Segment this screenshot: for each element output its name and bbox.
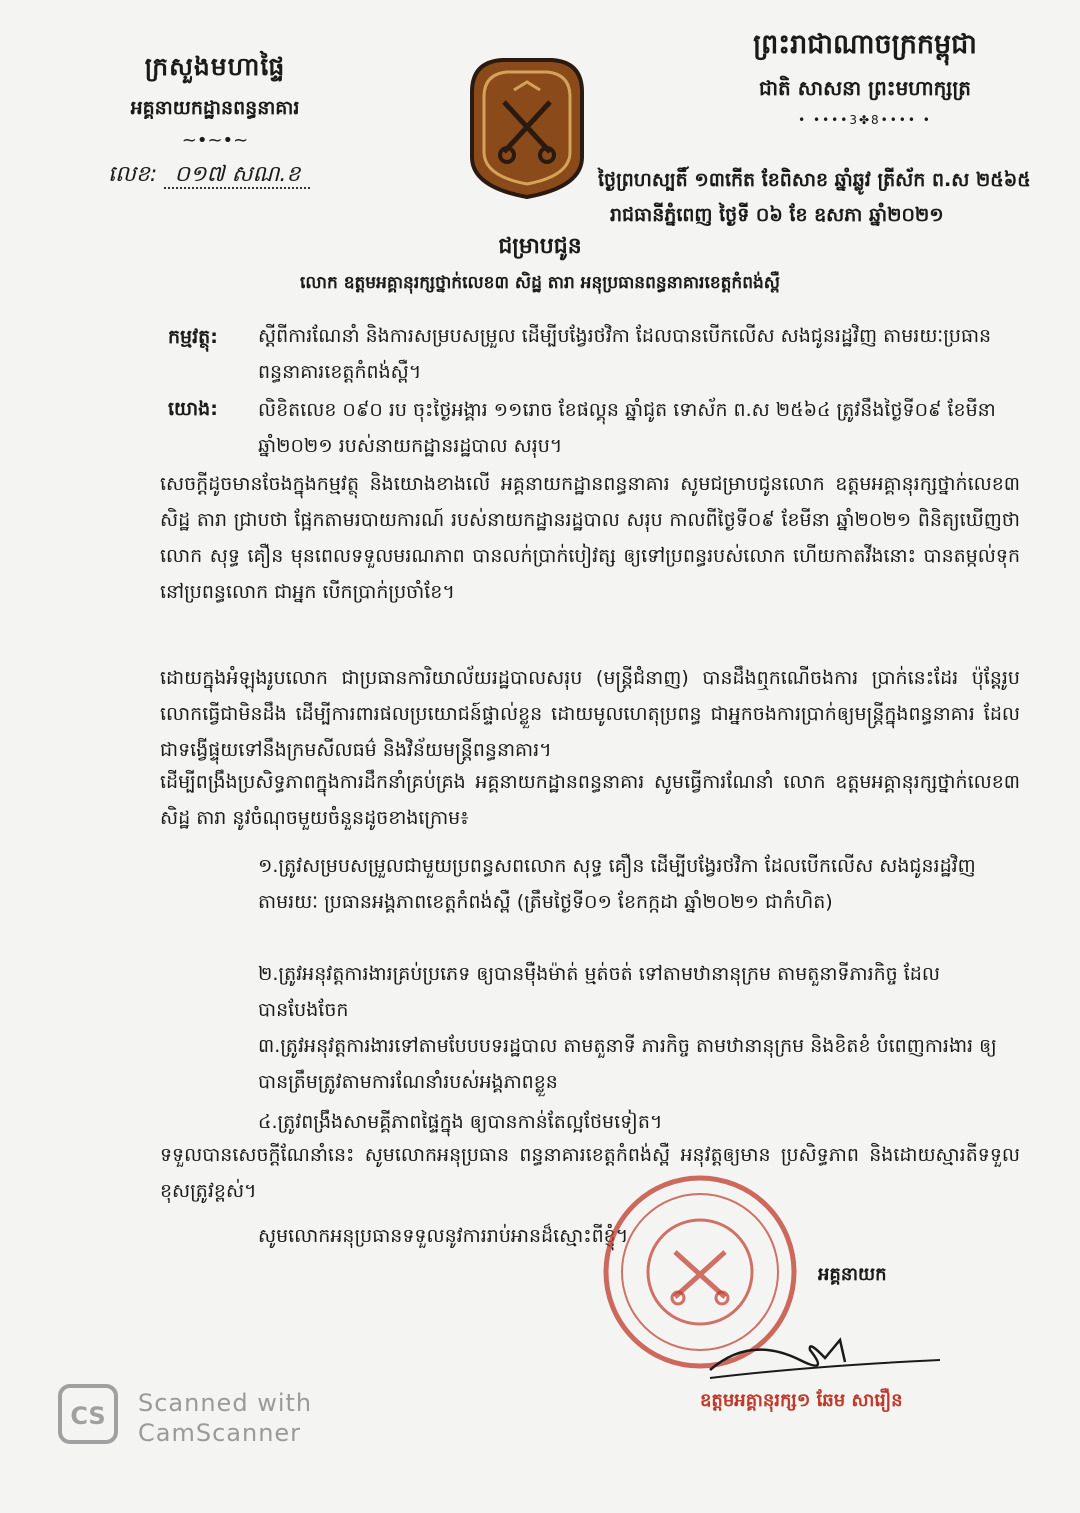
scanner-watermark xyxy=(138,1388,312,1448)
ministry-name: ក្រសួងមហាផ្ទៃ xyxy=(144,52,286,81)
body-paragraph-1: សេចក្តីដូចមានចែងក្នុងកម្មវត្ថុ និងយោងខាងលើ អគ្គនាយកដ្ឋានពន្ធនាគារ សូមជម្រាបជូនលោក ឧត្តមអគ្គានុរក្សថ្នាក់លេខ៣ សិដ្ឋ តារា ជ្រាបថា ផ្អែកតាមរបាយការណ៍ របស់នាយកដ្ឋានរដ្ឋបាល សរុប កាលពីថ្ងៃទី០៩ ខែមីនា ឆ្នាំ២០២១ ពិនិត្យឃើញថាលោក សុទ្ធ គឿន មុនពេលទទួលមរណភាព បានលក់ប្រាក់បៀវត្ស ឲ្យទៅប្រពន្ធរបស់លោក ហើយកាតវីងនោះ បានតម្កល់ទុកនៅប្រពន្ធលោក ជាអ្នក បើកប្រាក់ប្រចាំខែ។ xyxy=(160,473,1020,603)
camscanner-logo-text: CS xyxy=(70,1402,106,1430)
gregorian-date: រាជធានីភ្នំពេញ ថ្ងៃទី ០៦ ខែ ឧសភា ឆ្នាំ២០២១ xyxy=(610,204,944,226)
national-motto: ជាតិ សាសនា ព្រះមហាក្សត្រ xyxy=(759,76,971,100)
emblem-icon xyxy=(462,52,592,200)
signer-name: ឧត្តមអគ្គានុរក្ស១ ឆែម សារឿន xyxy=(700,1390,903,1411)
lunar-date: ថ្ងៃព្រហស្បតិ៍ ១៣កើត ខែពិសាខ ឆ្នាំឆ្លូវ ត្រីស័ក ព.ស ២៥៦៥ xyxy=(598,169,1031,191)
body-paragraph-2: ដោយក្នុងអំឡុងរូបលោក ជាប្រធានការិយាល័យរដ្ឋបាលសរុប (មន្ត្រីជំនាញ) បានដឹងឮកណើចងការ ប្រាក់នេះដែរ ប៉ុន្តែរូបលោកធ្វើជាមិនដឹង ដើម្បីការពារផលប្រយោជន៍ផ្ទាល់ខ្លួន ដោយមូលហេតុប្រពន្ធ ជាអ្នកចងការប្រាក់ឲ្យមន្ត្រីក្នុងពន្ធនាគារ ដែលជាទង្វើផ្ទុយទៅនឹងក្រមសីលធម៌ និងវិន័យមន្ត្រីពន្ធនាគារ។ xyxy=(160,667,1020,761)
instruction-item: ១.ត្រូវសម្របសម្រួលជាមួយប្រពន្ធសពលោក សុទ្ធ គឿន ដើម្បីបង្វែរថវិកា ដែលបើកលើស សងជូនរដ្ឋវិញតាមរយៈ ប្រធានអង្គភាពខេត្តកំពង់ស្ពឺ (ត្រឹមថ្ងៃទី០១ ខែកក្កដា ឆ្នាំ២០២១ ជាកំហិត) xyxy=(258,855,976,913)
recipient-line: លោក ឧត្តមអគ្គានុរក្សថ្នាក់លេខ៣ សិដ្ឋ តារា អនុប្រធានពន្ធនាគារខេត្តកំពង់ស្ពឺ xyxy=(300,273,780,293)
kingdom-header xyxy=(735,28,995,127)
closing-line: សូមលោកអនុប្រធានទទួលនូវការរាប់អានដ៏ស្មោះពីខ្ញុំ។ xyxy=(258,1225,629,1247)
scanner-line-2: CamScanner xyxy=(138,1419,302,1447)
department-name: អគ្គនាយកដ្ឋានពន្ធនាគារ xyxy=(130,97,300,119)
scanner-line-1: Scanned with xyxy=(138,1389,313,1417)
document-number xyxy=(108,160,310,192)
header-ornament: ~•~•~ xyxy=(181,130,249,151)
signer-title: អគ្គនាយក xyxy=(818,1264,887,1285)
instruction-item: ៣.ត្រូវអនុវត្តការងារទៅតាមបែបបទរដ្ឋបាល តាមតួនាទី ភារកិច្ច តាមឋានានុក្រម និងខិតខំ បំពេញការងារ ឲ្យបានត្រឹមត្រូវតាមការណែនាំរបស់អង្គភាពខ្លួន xyxy=(258,1035,997,1093)
motto-ornament: • ••••3✤8•••• • xyxy=(798,113,932,127)
subject-text: ស្តីពីការណែនាំ និងការសម្របសម្រួល ដើម្បីបង្វែរថវិកា ដែលបានបើកលើស សងជូនរដ្ឋវិញ តាមរយៈប្រធានពន្ធនាគារខេត្តកំពង់ស្ពឺ។ xyxy=(258,325,992,383)
ministry-header xyxy=(100,52,330,151)
reference-text: លិខិតលេខ ០៩០ រប ចុះថ្ងៃអង្គារ ១១រោច ខែផល្គុន ឆ្នាំជូត ទោស័ក ព.ស ២៥៦៤ ត្រូវនឹងថ្ងៃទី០៩ ខែមីនា ឆ្នាំ២០២១ របស់នាយកដ្ឋានរដ្ឋបាល សរុប។ xyxy=(258,399,996,457)
camscanner-logo-icon xyxy=(58,1384,118,1444)
body-paragraph-4: ទទួលបានសេចក្តីណែនាំនេះ សូមលោកអនុប្រធាន ពន្ធនាគារខេត្តកំពង់ស្ពឺ អនុវត្តឲ្យមាន ប្រសិទ្ធភាព និងដោយស្មារតីទទួលខុសត្រូវខ្ពស់។ xyxy=(160,1144,1020,1202)
kingdom-name: ព្រះរាជាណាចក្រកម្ពុជា xyxy=(753,29,977,60)
subject-label: កម្មវត្ថុ: xyxy=(168,326,218,348)
instruction-item: ៤.ត្រូវពង្រឹងសាមគ្គីភាពផ្ទៃក្នុង ឲ្យបានកាន់តែល្អថែមទៀត។ xyxy=(258,1111,663,1133)
document-number-label: លេខ: xyxy=(108,162,158,187)
body-paragraph-3: ដើម្បីពង្រឹងប្រសិទ្ធភាពក្នុងការដឹកនាំគ្រប់គ្រង អគ្គនាយកដ្ឋានពន្ធនាគារ សូមធ្វើការណែនាំ លោក ឧត្តមអគ្គានុរក្សថ្នាក់លេខ៣ សិដ្ឋ តារា នូវចំណុចមួយចំនួនដូចខាងក្រោម៖ xyxy=(160,771,1020,829)
handwritten-signature-icon xyxy=(690,1330,950,1390)
document-number-value: ០១៧ សណ.ខ xyxy=(164,162,310,189)
reference-label: យោង: xyxy=(168,398,218,420)
instruction-item: ២.ត្រូវអនុវត្តការងារគ្រប់ប្រភេទ ឲ្យបានម៉ឺងម៉ាត់ ម្មត់ចត់ ទៅតាមឋានានុក្រម តាមតួនាទីភារកិច្ច ដែលបានបែងចែក xyxy=(258,963,940,1021)
recipient-title: ជម្រាបជូន xyxy=(498,234,582,259)
